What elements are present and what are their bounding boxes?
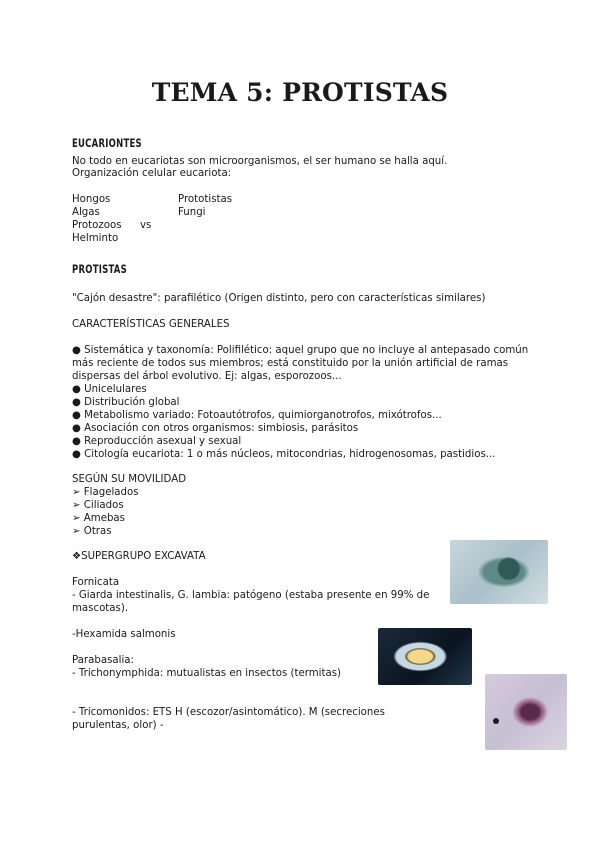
list-item: Hongos <box>72 194 111 205</box>
bullet-icon: ● <box>72 345 81 356</box>
trichonympha-micrograph <box>378 628 472 685</box>
text-line: No todo en eucariotas son microorganismos, el ser humano se halla aquí. <box>72 156 448 167</box>
list-item: ● Reproducción asexual y sexual <box>72 436 242 447</box>
subheading-caracteristicas: CARACTERÍSTICAS GENERALES <box>72 319 230 330</box>
list-item: ● Sistemática y taxonomía: Polifilético: aquel grupo que no incluye al antepasado común más reciente de todos sus miembros; está constituido por la unión artificial de ramas dispersas del árbol evolutivo. Ej: algas, esporozoos... <box>72 345 529 382</box>
list-item: ➢ Flagelados <box>72 487 139 498</box>
text-line: Parabasalia: <box>72 655 134 666</box>
bullet-icon: ● <box>72 410 81 421</box>
list-item: Algas <box>72 207 100 218</box>
list-item: ● Distribución global <box>72 397 180 408</box>
text-line: -Hexamida salmonis <box>72 629 176 640</box>
list-item: ● Citología eucariota: 1 o más núcleos, mitocondrias, hidrogenosomas, pastidios... <box>72 449 496 460</box>
bullet-icon: ● <box>72 436 81 447</box>
list-item: Protozoos <box>72 220 122 231</box>
bullet-icon: ● <box>72 449 81 460</box>
section-heading-eucariontes: EUCARIONTES <box>72 136 142 150</box>
list-item: ● Metabolismo variado: Fotoautótrofos, quimiorganotrofos, mixótrofos... <box>72 410 442 421</box>
arrow-icon: ➢ <box>72 526 81 537</box>
arrow-icon: ➢ <box>72 500 81 511</box>
bullet-icon: ● <box>72 384 81 395</box>
subheading-supergrupo: ❖SUPERGRUPO EXCAVATA <box>72 551 206 562</box>
bullet-icon: ● <box>72 397 81 408</box>
arrow-icon: ➢ <box>72 513 81 524</box>
text-line: - Giarda intestinalis, G. lambia: patógeno (estaba presente en 99% de mascotas). <box>72 590 430 614</box>
trichomonas-micrograph <box>485 674 567 750</box>
text-line: "Cajón desastre": parafilético (Origen distinto, pero con características similares) <box>72 293 486 304</box>
list-item: Helminto <box>72 233 119 244</box>
list-item: ● Unicelulares <box>72 384 147 395</box>
list-item: ➢ Amebas <box>72 513 125 524</box>
subheading-movilidad: SEGÚN SU MOVILIDAD <box>72 474 187 485</box>
list-item: Fungi <box>178 207 206 218</box>
text-line: Organización celular eucariota: <box>72 168 232 179</box>
list-item: Prototistas <box>178 194 233 205</box>
section-heading-protistas: PROTISTAS <box>72 262 127 276</box>
giardia-micrograph <box>450 540 548 604</box>
text-line: - Tricomonidos: ETS H (escozor/asintomático). M (secreciones purulentas, olor) - <box>72 707 385 731</box>
list-item: ➢ Ciliados <box>72 500 124 511</box>
text-line: Fornicata <box>72 577 120 588</box>
list-item: ● Asociación con otros organismos: simbiosis, parásitos <box>72 423 359 434</box>
bullet-icon: ● <box>72 423 81 434</box>
page-title: TEMA 5: PROTISTAS <box>151 78 449 107</box>
text-line: - Trichonymphida: mutualistas en insectos (termitas) <box>72 668 342 679</box>
list-item: ➢ Otras <box>72 526 112 537</box>
vs-label: vs <box>140 220 152 231</box>
arrow-icon: ➢ <box>72 487 81 498</box>
